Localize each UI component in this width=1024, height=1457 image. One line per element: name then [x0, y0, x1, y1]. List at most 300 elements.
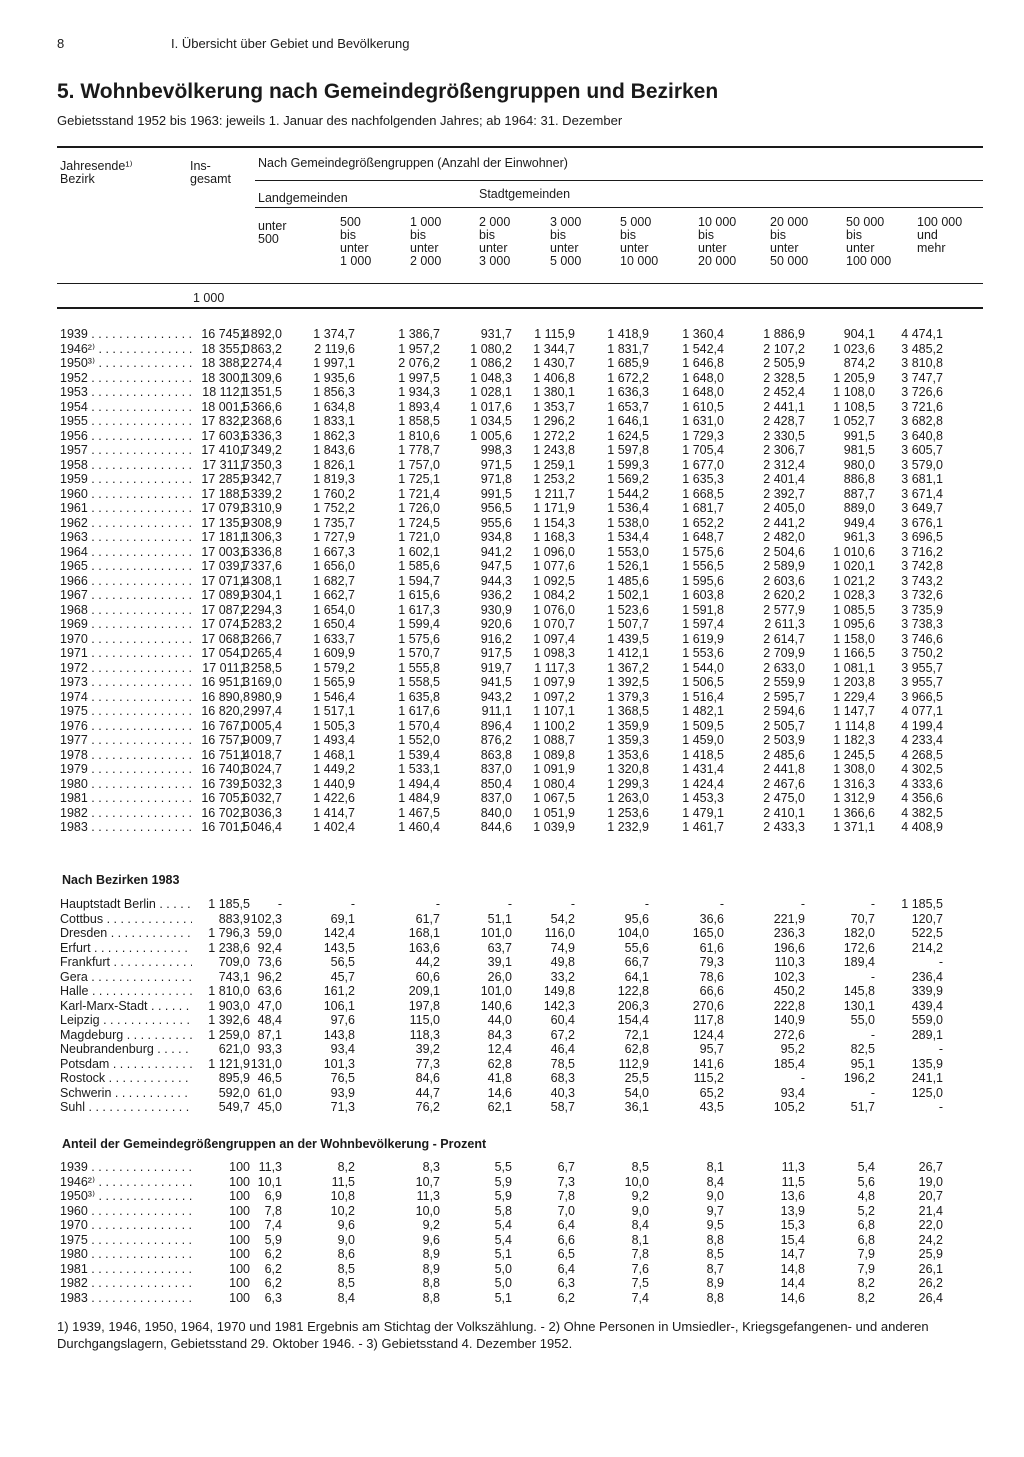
page-number: 8 — [57, 36, 65, 51]
column-header — [698, 216, 736, 268]
table-cell: 896,4 — [480, 718, 512, 733]
column-header-line: unter — [479, 241, 508, 255]
table-cell: 18 112,1 — [202, 385, 250, 399]
table-cell: 2 076,2 — [398, 356, 440, 370]
table-cell: 17 603,6 — [201, 428, 250, 443]
table-cell: 1 309,6 — [240, 370, 282, 385]
table-cell: 6,3 — [264, 1290, 282, 1305]
table-cell: 44,0 — [487, 1013, 512, 1027]
table-cell: 3 966,5 — [901, 689, 943, 704]
table-cell: 1 431,4 — [682, 762, 724, 776]
row-label: Potsdam . . . — [60, 1057, 192, 1072]
table-cell: 1 633,7 — [313, 631, 355, 646]
column-header-line: bis — [410, 228, 426, 242]
row-label: 1960 . . . — [60, 487, 192, 502]
table-cell: 1 081,1 — [833, 660, 875, 675]
table-cell: 980,9 — [250, 689, 282, 704]
table-cell: 40,3 — [550, 1085, 575, 1100]
table-cell: 9,0 — [337, 1232, 355, 1247]
row-label: 1964 . . . — [60, 545, 192, 560]
table-cell: 1 036,3 — [240, 805, 282, 820]
table-cell: 971,8 — [480, 472, 512, 486]
table-cell: 101,3 — [323, 1056, 355, 1071]
table-cell: 1 570,7 — [398, 646, 440, 660]
table-cell: 1 544,0 — [682, 660, 724, 675]
table-cell: 5,9 — [494, 1174, 512, 1189]
table-cell: 1 610,5 — [682, 399, 724, 414]
table-row — [0, 429, 1000, 444]
row-label: Frankfurt . . . — [60, 955, 192, 970]
table-cell: 1 668,5 — [682, 486, 724, 501]
table-cell: 46,4 — [550, 1042, 575, 1056]
column-header — [479, 216, 510, 268]
column-header-line: bis — [620, 228, 636, 242]
table-cell: 1 735,7 — [313, 515, 355, 530]
table-cell: 1 039,9 — [533, 820, 575, 834]
table-cell: 1 575,6 — [398, 631, 440, 646]
row-label: 1983 . . . — [60, 1291, 192, 1306]
table-cell: 55,0 — [850, 1013, 875, 1027]
table-cell: 95,2 — [780, 1042, 805, 1056]
table-cell: 1 168,3 — [533, 530, 575, 544]
table-cell: 1 544,2 — [607, 486, 649, 501]
table-cell: 241,1 — [911, 1071, 943, 1085]
table-cell: 14,6 — [487, 1085, 512, 1100]
table-cell: 45,7 — [330, 969, 355, 984]
row-label: 1973 . . . — [60, 675, 192, 690]
table-cell: 26,1 — [918, 1261, 943, 1276]
table-cell: 5,2 — [857, 1203, 875, 1218]
table-cell: 917,5 — [480, 646, 512, 660]
table-cell: 1 934,3 — [398, 385, 440, 399]
table-cell: 920,6 — [480, 617, 512, 631]
row-label: 1979 . . . — [60, 762, 192, 777]
table-cell: 997,4 — [250, 704, 282, 718]
table-cell: 1 368,6 — [240, 414, 282, 428]
column-header — [917, 216, 962, 255]
table-cell: 2 119,6 — [314, 341, 355, 356]
table-cell: 1 705,4 — [682, 443, 724, 457]
table-cell: 1 366,6 — [240, 399, 282, 414]
table-row — [0, 791, 1000, 806]
table-cell: 65,2 — [699, 1085, 724, 1100]
table-cell: 11,3 — [258, 1160, 282, 1174]
table-cell: 1 862,3 — [313, 428, 355, 443]
table-cell: 2 441,2 — [763, 515, 805, 530]
table-cell: 100 — [229, 1189, 250, 1203]
table-row — [0, 400, 1000, 415]
table-cell: 887,7 — [843, 486, 875, 501]
table-cell: 1 634,8 — [313, 399, 355, 414]
table-cell: 1 453,3 — [682, 791, 724, 805]
table-cell: 4 474,1 — [901, 327, 943, 341]
table-cell: 850,4 — [480, 776, 512, 791]
column-header — [410, 216, 441, 268]
table-cell: 131,0 — [250, 1056, 282, 1071]
table-cell: 3 750,2 — [901, 646, 943, 660]
table-cell: 115,2 — [693, 1071, 724, 1085]
table-cell: 1 810,0 — [208, 984, 250, 998]
table-row — [0, 342, 1000, 357]
column-header-line: bis — [340, 228, 356, 242]
table-cell: 14,8 — [780, 1261, 805, 1276]
table-cell: 1 097,9 — [533, 675, 575, 689]
row-label: 1966 . . . — [60, 574, 192, 589]
table-cell: 1 648,7 — [682, 530, 724, 544]
table-row — [0, 777, 1000, 792]
table-cell: 1 076,0 — [533, 602, 575, 617]
table-cell: 5,8 — [494, 1203, 512, 1218]
table-cell: 3 682,8 — [901, 414, 943, 428]
table-row — [0, 371, 1000, 386]
table-cell: 2 467,6 — [763, 776, 805, 791]
table-row — [0, 646, 1000, 661]
table-cell: 1 086,2 — [470, 356, 512, 370]
table-cell: 1 096,0 — [533, 544, 575, 559]
column-header-line: und — [917, 228, 938, 242]
table-cell: 140,6 — [480, 998, 512, 1013]
table-cell: 6,4 — [557, 1261, 575, 1276]
table-cell: 1 009,7 — [240, 733, 282, 747]
table-row — [0, 661, 1000, 676]
row-label: Halle . . . — [60, 984, 192, 999]
table-cell: 2 709,9 — [763, 646, 805, 660]
table-cell: 339,9 — [911, 984, 943, 998]
column-header-line: unter — [846, 241, 875, 255]
table-cell: 3 696,5 — [901, 530, 943, 544]
table-cell: - — [938, 1042, 943, 1056]
table-cell: 79,3 — [699, 955, 724, 969]
table-cell: 130,1 — [843, 998, 875, 1013]
table-cell: 17 135,9 — [201, 515, 250, 530]
table-cell: 1 819,3 — [313, 472, 355, 486]
table-cell: 48,4 — [257, 1013, 282, 1027]
table-cell: 2 107,2 — [763, 341, 805, 356]
table-cell: 1 084,2 — [533, 588, 575, 602]
table-cell: 1 648,0 — [682, 370, 724, 385]
table-row — [0, 487, 1000, 502]
table-row — [0, 1189, 1000, 1204]
table-cell: 2 611,3 — [764, 617, 805, 631]
table-cell: 26,7 — [918, 1160, 943, 1174]
row-label: 1981 . . . — [60, 1262, 192, 1277]
table-cell: 142,4 — [323, 926, 355, 940]
table-row — [0, 733, 1000, 748]
table-cell: 17 079,3 — [201, 501, 250, 515]
row-label: 1969 . . . — [60, 617, 192, 632]
table-cell: 1 721,4 — [398, 486, 440, 501]
table-cell: 11,5 — [331, 1174, 355, 1189]
table-cell: 1 653,7 — [607, 399, 649, 414]
table-cell: 1 380,1 — [533, 385, 575, 399]
table-cell: 1 048,3 — [470, 370, 512, 385]
table-cell: 10,7 — [415, 1174, 440, 1189]
table-cell: 1 359,3 — [607, 733, 649, 747]
table-cell: 1 485,6 — [607, 573, 649, 588]
table-cell: 3 955,7 — [901, 675, 943, 689]
table-cell: 25,9 — [918, 1247, 943, 1261]
table-cell: 62,8 — [487, 1056, 512, 1071]
table-cell: 936,2 — [480, 588, 512, 602]
table-cell: 1 412,1 — [607, 646, 649, 660]
table-cell: 118,3 — [409, 1027, 440, 1042]
table-cell: 1 903,0 — [208, 998, 250, 1013]
table-cell: 5,4 — [494, 1232, 512, 1247]
table-cell: 4 268,5 — [901, 747, 943, 762]
table-cell: - — [507, 897, 512, 911]
table-cell: 7,8 — [557, 1189, 575, 1203]
table-cell: 2 312,4 — [763, 457, 805, 472]
column-header-line: 100 000 — [917, 215, 963, 229]
table-cell: 10,2 — [330, 1203, 355, 1218]
table-cell: 1 654,0 — [313, 602, 355, 617]
row-label: 1958 . . . — [60, 458, 192, 473]
table-cell: 93,4 — [330, 1042, 355, 1056]
table-cell: 1 034,5 — [470, 414, 512, 428]
table-cell: 1 051,9 — [533, 805, 575, 820]
table-cell: 916,2 — [480, 631, 512, 646]
table-row — [0, 530, 1000, 545]
table-cell: 1 265,4 — [240, 646, 282, 660]
table-cell: 46,5 — [257, 1071, 282, 1085]
table-cell: 96,2 — [257, 969, 282, 984]
table-cell: 7,4 — [631, 1290, 649, 1305]
table-cell: - — [350, 897, 355, 911]
table-cell: 19,0 — [918, 1174, 943, 1189]
table-cell: 17 181,1 — [201, 530, 250, 544]
table-cell: 7,4 — [264, 1218, 282, 1232]
table-cell: 10,1 — [257, 1174, 282, 1189]
table-cell: - — [870, 1085, 875, 1100]
table-cell: 135,9 — [911, 1056, 943, 1071]
table-cell: 3 810,8 — [901, 356, 943, 370]
table-cell: 120,7 — [911, 911, 943, 926]
column-header — [258, 220, 287, 246]
column-header-line: unter — [410, 241, 439, 255]
table-cell: 62,8 — [624, 1042, 649, 1056]
table-cell: 2 595,7 — [763, 689, 805, 704]
table-cell: 41,8 — [487, 1071, 512, 1085]
table-cell: 1 672,2 — [607, 370, 649, 385]
table-cell: 5,1 — [494, 1290, 512, 1305]
table-cell: 22,0 — [918, 1218, 943, 1232]
table-cell: 2 594,6 — [763, 704, 805, 718]
table-cell: 876,2 — [480, 733, 512, 747]
table-cell: 1 402,4 — [313, 820, 355, 834]
table-cell: 3 716,2 — [901, 544, 943, 559]
table-cell: 549,7 — [218, 1100, 250, 1114]
table-cell: 105,2 — [773, 1100, 805, 1114]
table-cell: 1 349,2 — [240, 443, 282, 457]
table-cell: 6,2 — [264, 1276, 282, 1290]
table-cell: 2 441,8 — [763, 762, 805, 776]
table-cell: 1 677,0 — [682, 457, 724, 472]
table-cell: 236,4 — [911, 969, 943, 984]
table-cell: 100 — [229, 1203, 250, 1218]
row-label: 1950³⁾ . . . — [60, 356, 192, 371]
table-cell: 1 107,1 — [533, 704, 575, 718]
row-label: 1956 . . . — [60, 429, 192, 444]
table-cell: 100 — [229, 1261, 250, 1276]
table-cell: 1 482,1 — [682, 704, 724, 718]
table-cell: 8,7 — [706, 1261, 724, 1276]
table-cell: 1 023,6 — [833, 341, 875, 356]
table-cell: 1 646,1 — [607, 414, 649, 428]
table-cell: 2 428,7 — [763, 414, 805, 428]
table-cell: 3 746,6 — [901, 631, 943, 646]
table-cell: 1 406,8 — [533, 370, 575, 385]
table-cell: 1 379,3 — [607, 689, 649, 704]
table-cell: 189,4 — [843, 955, 875, 969]
table-cell: 8,9 — [706, 1276, 724, 1290]
table-cell: 1 893,4 — [398, 399, 440, 414]
table-row — [0, 1247, 1000, 1262]
column-header — [550, 216, 581, 268]
table-cell: 1 115,9 — [534, 327, 575, 341]
table-cell: 60,6 — [415, 969, 440, 984]
table-cell: 4 077,1 — [901, 704, 943, 718]
table-cell: 2 603,6 — [763, 573, 805, 588]
row-label: 1946²⁾ . . . — [60, 1175, 192, 1190]
table-cell: 82,5 — [850, 1042, 875, 1056]
table-cell: 1 158,0 — [833, 631, 875, 646]
table-cell: 112,9 — [618, 1056, 649, 1071]
table-row — [0, 1262, 1000, 1277]
stub-header-line: Jahresende¹⁾ — [60, 159, 133, 173]
table-cell: 6,8 — [857, 1232, 875, 1247]
table-cell: 165,0 — [692, 926, 724, 940]
unit-rule-bottom — [57, 307, 983, 309]
table-cell: 863,8 — [480, 747, 512, 762]
table-cell: 115,0 — [409, 1013, 440, 1027]
table-cell: 104,0 — [617, 926, 649, 940]
table-cell: 1 091,9 — [533, 762, 575, 776]
table-cell: 1 024,7 — [240, 762, 282, 776]
table-cell: 7,8 — [264, 1203, 282, 1218]
table-cell: 1 479,1 — [682, 805, 724, 820]
table-cell: 1 440,9 — [313, 776, 355, 791]
table-cell: 1 021,2 — [833, 573, 875, 588]
table-cell: 2 505,7 — [763, 718, 805, 733]
table-cell: 1 831,7 — [607, 341, 649, 356]
table-cell: 1 336,3 — [240, 428, 282, 443]
table-cell: 140,9 — [773, 1013, 805, 1027]
row-label: 1974 . . . — [60, 690, 192, 705]
table-cell: 3 676,1 — [901, 515, 943, 530]
table-cell: 3 681,1 — [901, 472, 943, 486]
table-cell: 2 589,9 — [763, 559, 805, 573]
table-row — [0, 955, 1000, 970]
table-cell: 16 739,5 — [201, 776, 250, 791]
table-cell: 1 648,0 — [682, 385, 724, 399]
table-cell: 991,5 — [843, 428, 875, 443]
table-cell: 1 624,5 — [607, 428, 649, 443]
row-label: Karl-Marx-Stadt . . . — [60, 999, 192, 1014]
table-cell: 3 640,8 — [901, 428, 943, 443]
table-cell: 1 092,5 — [533, 573, 575, 588]
column-header-line: bis — [846, 228, 862, 242]
table-cell: 1 585,6 — [398, 559, 440, 573]
row-label: 1971 . . . — [60, 646, 192, 661]
table-cell: 100 — [229, 1218, 250, 1232]
table-cell: 1 553,0 — [607, 544, 649, 559]
table-cell: 1 636,3 — [607, 385, 649, 399]
table-cell: 1 185,5 — [208, 897, 250, 911]
table-cell: 1 575,6 — [682, 544, 724, 559]
row-label: 1977 . . . — [60, 733, 192, 748]
column-header — [770, 216, 808, 268]
table-cell: 5,0 — [494, 1276, 512, 1290]
table-cell: 1 316,3 — [833, 776, 875, 791]
table-cell: 16 890,8 — [201, 689, 250, 704]
table-cell: 1 449,2 — [313, 762, 355, 776]
row-label: 1960 . . . — [60, 1204, 192, 1219]
table-cell: 1 211,7 — [534, 486, 575, 501]
table-cell: 71,3 — [330, 1100, 355, 1114]
table-cell: 14,4 — [780, 1276, 805, 1290]
table-cell: 8,8 — [706, 1232, 724, 1247]
table-cell: 9,0 — [631, 1203, 649, 1218]
table-cell: 1 095,6 — [833, 617, 875, 631]
table-cell: 3 726,6 — [901, 385, 943, 399]
table-cell: 100 — [229, 1232, 250, 1247]
table-cell: 941,2 — [480, 544, 512, 559]
table-cell: 1 259,1 — [533, 457, 575, 472]
table-cell: 78,5 — [550, 1056, 575, 1071]
table-cell: 1 726,0 — [398, 501, 440, 515]
table-title: 5. Wohnbevölkerung nach Gemeindegrößengruppen und Bezirken — [57, 80, 719, 103]
table-cell: 4 333,6 — [901, 776, 943, 791]
table-cell: 17 003,6 — [201, 544, 250, 559]
table-cell: 2 441,1 — [763, 399, 805, 414]
table-row — [0, 690, 1000, 705]
table-cell: 11,5 — [781, 1174, 805, 1189]
table-cell: 5,0 — [494, 1261, 512, 1276]
table-cell: 72,1 — [624, 1027, 649, 1042]
table-cell: 60,4 — [550, 1013, 575, 1027]
row-label: 1939 . . . — [60, 1160, 192, 1175]
table-cell: 6,8 — [857, 1218, 875, 1232]
table-cell: 17 039,7 — [201, 559, 250, 573]
table-cell: 122,8 — [617, 984, 649, 998]
column-header-line: 5 000 — [550, 254, 582, 268]
table-row — [0, 941, 1000, 956]
table-cell: - — [938, 1100, 943, 1114]
row-label: 1976 . . . — [60, 719, 192, 734]
row-label: Suhl . . . — [60, 1100, 192, 1115]
table-cell: 168,1 — [408, 926, 440, 940]
column-header-line: 50 000 — [770, 254, 809, 268]
table-cell: 270,6 — [692, 998, 724, 1013]
table-cell: 1 263,0 — [607, 791, 649, 805]
table-cell: 944,3 — [480, 573, 512, 588]
table-cell: 559,0 — [911, 1013, 943, 1027]
column-header-line: unter — [258, 219, 287, 233]
table-cell: 1 339,2 — [240, 486, 282, 501]
table-cell: 16 702,3 — [201, 805, 250, 820]
table-cell: 1 569,2 — [607, 472, 649, 486]
table-cell: 1 336,8 — [240, 544, 282, 559]
bezirke-table — [0, 897, 1000, 1115]
table-cell: 78,6 — [699, 969, 724, 984]
table-cell: 1 594,7 — [398, 573, 440, 588]
table-cell: 1 238,6 — [208, 940, 250, 955]
table-row — [0, 385, 1000, 400]
table-row — [0, 1057, 1000, 1072]
table-cell: 837,0 — [480, 762, 512, 776]
table-cell: 59,0 — [257, 926, 282, 940]
table-cell: 1 826,1 — [313, 457, 355, 472]
